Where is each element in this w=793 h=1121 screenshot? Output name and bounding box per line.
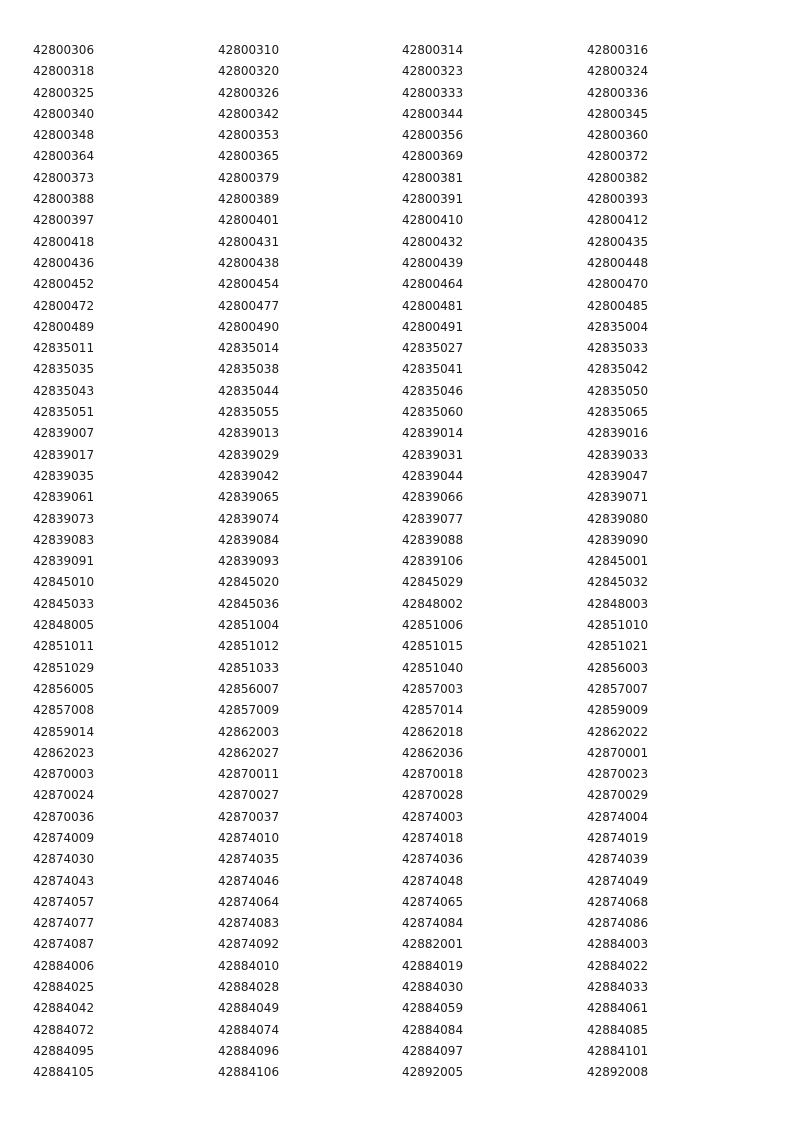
number-cell: 42870029: [587, 788, 649, 803]
table-row: [33, 317, 773, 338]
table-row: [33, 296, 773, 317]
number-cell: 42870018: [402, 767, 464, 782]
number-cell: 42845020: [218, 575, 280, 590]
number-cell: 42835042: [587, 362, 649, 377]
number-cell: 42884072: [33, 1022, 95, 1037]
table-row: [33, 849, 773, 870]
number-cell: 42800439: [402, 255, 464, 270]
number-cell: 42800340: [33, 106, 95, 121]
table-row: [33, 828, 773, 849]
number-cell: 42859014: [33, 724, 95, 739]
number-cell: 42884006: [33, 958, 95, 973]
table-row: [33, 168, 773, 189]
number-cell: 42835043: [33, 383, 95, 398]
number-cell: 42800490: [218, 319, 280, 334]
number-cell: 42862003: [218, 724, 280, 739]
number-cell: 42839106: [402, 554, 464, 569]
number-cell: 42800432: [402, 234, 464, 249]
number-cell: 42800353: [218, 128, 280, 143]
number-cell: 42839031: [402, 447, 464, 462]
number-cell: 42851033: [218, 660, 280, 675]
number-cell: 42874086: [587, 916, 649, 931]
number-cell: 42800314: [402, 43, 464, 57]
number-cell: 42874018: [402, 830, 464, 845]
number-cell: 42874083: [218, 916, 280, 931]
number-cell: 42857009: [218, 703, 280, 718]
number-cell: 42884074: [218, 1022, 280, 1037]
table-row: [33, 551, 773, 572]
number-cell: 42800412: [587, 213, 649, 228]
number-cell: 42874049: [587, 873, 649, 888]
number-cell: 42835050: [587, 383, 649, 398]
number-cell: 42839073: [33, 511, 95, 526]
number-cell: 42874046: [218, 873, 280, 888]
number-grid: [33, 40, 773, 1084]
number-cell: 42884096: [218, 1043, 280, 1058]
number-cell: 42870028: [402, 788, 464, 803]
table-row: [33, 423, 773, 444]
number-cell: 42800306: [33, 43, 95, 57]
number-cell: 42839047: [587, 468, 649, 483]
number-cell: 42859009: [587, 703, 649, 718]
table-row: [33, 807, 773, 828]
number-cell: 42839083: [33, 532, 95, 547]
number-cell: 42857014: [402, 703, 464, 718]
number-cell: 42870011: [218, 767, 280, 782]
number-cell: 42835004: [587, 319, 649, 334]
number-cell: 42800325: [33, 85, 95, 100]
number-cell: 42851012: [218, 639, 280, 654]
number-cell: 42874030: [33, 852, 95, 867]
number-cell: 42839090: [587, 532, 649, 547]
number-cell: 42839091: [33, 554, 95, 569]
number-cell: 42851015: [402, 639, 464, 654]
number-cell: 42845036: [218, 596, 280, 611]
number-cell: 42800348: [33, 128, 95, 143]
number-cell: 42800391: [402, 192, 464, 207]
number-cell: 42800485: [587, 298, 649, 313]
number-cell: 42848003: [587, 596, 649, 611]
table-row: [33, 253, 773, 274]
number-cell: 42800393: [587, 192, 649, 207]
number-cell: 42857003: [402, 681, 464, 696]
table-row: [33, 445, 773, 466]
number-cell: 42884042: [33, 1001, 95, 1016]
number-cell: 42874039: [587, 852, 649, 867]
number-cell: 42835044: [218, 383, 280, 398]
table-row: [33, 381, 773, 402]
number-cell: 42800418: [33, 234, 95, 249]
table-row: [33, 338, 773, 359]
number-cell: 42892005: [402, 1065, 464, 1080]
table-row: [33, 785, 773, 806]
number-cell: 42839013: [218, 426, 280, 441]
table-row: [33, 871, 773, 892]
number-cell: 42851010: [587, 618, 649, 633]
table-row: [33, 743, 773, 764]
table-row: [33, 487, 773, 508]
number-cell: 42884030: [402, 980, 464, 995]
number-cell: 42835041: [402, 362, 464, 377]
number-cell: 42839093: [218, 554, 280, 569]
number-cell: 42884101: [587, 1043, 649, 1058]
number-cell: 42839014: [402, 426, 464, 441]
number-cell: 42874035: [218, 852, 280, 867]
number-cell: 42874010: [218, 830, 280, 845]
table-row: [33, 509, 773, 530]
number-cell: 42851006: [402, 618, 464, 633]
number-cell: 42835046: [402, 383, 464, 398]
number-cell: 42800316: [587, 43, 649, 57]
table-row: [33, 1062, 773, 1083]
table-row: [33, 594, 773, 615]
number-cell: 42800436: [33, 255, 95, 270]
number-cell: 42874064: [218, 894, 280, 909]
number-cell: 42800472: [33, 298, 95, 313]
number-cell: 42884061: [587, 1001, 649, 1016]
number-cell: 42874077: [33, 916, 95, 931]
number-cell: 42870003: [33, 767, 95, 782]
number-cell: 42839035: [33, 468, 95, 483]
table-row: [33, 104, 773, 125]
number-cell: 42839080: [587, 511, 649, 526]
number-cell: 42800470: [587, 277, 649, 292]
number-cell: 42874057: [33, 894, 95, 909]
number-cell: 42839029: [218, 447, 280, 462]
table-row: [33, 359, 773, 380]
number-cell: 42884097: [402, 1043, 464, 1058]
table-row: [33, 402, 773, 423]
table-row: [33, 210, 773, 231]
number-cell: 42874048: [402, 873, 464, 888]
number-cell: 42884049: [218, 1001, 280, 1016]
table-row: [33, 764, 773, 785]
number-cell: 42870037: [218, 809, 280, 824]
number-cell: 42874092: [218, 937, 280, 952]
number-cell: 42874004: [587, 809, 649, 824]
number-cell: 42800481: [402, 298, 464, 313]
number-cell: 42845001: [587, 554, 649, 569]
number-cell: 42800431: [218, 234, 280, 249]
number-cell: 42835033: [587, 341, 649, 356]
number-cell: 42884059: [402, 1001, 464, 1016]
number-cell: 42839007: [33, 426, 95, 441]
number-cell: 42884095: [33, 1043, 95, 1058]
number-cell: 42800369: [402, 149, 464, 164]
number-cell: 42870024: [33, 788, 95, 803]
number-cell: 42845033: [33, 596, 95, 611]
number-cell: 42884085: [587, 1022, 649, 1037]
number-cell: 42800435: [587, 234, 649, 249]
number-cell: 42839071: [587, 490, 649, 505]
number-cell: 42892008: [587, 1065, 649, 1080]
number-cell: 42835065: [587, 405, 649, 420]
number-cell: 42882001: [402, 937, 464, 952]
number-cell: 42884106: [218, 1065, 280, 1080]
number-cell: 42839042: [218, 468, 280, 483]
number-cell: 42800345: [587, 106, 649, 121]
number-cell: 42800454: [218, 277, 280, 292]
number-cell: 42835055: [218, 405, 280, 420]
number-cell: 42870023: [587, 767, 649, 782]
number-cell: 42800342: [218, 106, 280, 121]
number-cell: 42839077: [402, 511, 464, 526]
number-cell: 42800324: [587, 64, 649, 79]
number-cell: 42851011: [33, 639, 95, 654]
table-row: [33, 83, 773, 104]
number-cell: 42884025: [33, 980, 95, 995]
number-cell: 42835014: [218, 341, 280, 356]
number-cell: 42800388: [33, 192, 95, 207]
number-cell: 42874036: [402, 852, 464, 867]
number-cell: 42800491: [402, 319, 464, 334]
number-cell: 42851029: [33, 660, 95, 675]
table-row: [33, 232, 773, 253]
table-row: [33, 934, 773, 955]
number-cell: 42845032: [587, 575, 649, 590]
number-cell: 42862022: [587, 724, 649, 739]
number-cell: 42884010: [218, 958, 280, 973]
number-cell: 42800323: [402, 64, 464, 79]
number-cell: 42884105: [33, 1065, 95, 1080]
number-cell: 42856003: [587, 660, 649, 675]
number-cell: 42800477: [218, 298, 280, 313]
table-row: [33, 530, 773, 551]
number-cell: 42800360: [587, 128, 649, 143]
number-cell: 42835060: [402, 405, 464, 420]
number-cell: 42835051: [33, 405, 95, 420]
number-cell: 42800372: [587, 149, 649, 164]
table-row: [33, 892, 773, 913]
table-row: [33, 40, 773, 61]
number-cell: 42800438: [218, 255, 280, 270]
number-cell: 42800464: [402, 277, 464, 292]
table-row: [33, 146, 773, 167]
number-cell: 42800318: [33, 64, 95, 79]
number-cell: 42874003: [402, 809, 464, 824]
table-row: [33, 274, 773, 295]
table-row: [33, 722, 773, 743]
number-cell: 42884033: [587, 980, 649, 995]
table-row: [33, 572, 773, 593]
number-cell: 42800310: [218, 43, 280, 57]
number-cell: 42800379: [218, 170, 280, 185]
table-row: [33, 466, 773, 487]
number-cell: 42851021: [587, 639, 649, 654]
number-cell: 42800336: [587, 85, 649, 100]
number-cell: 42839061: [33, 490, 95, 505]
number-cell: 42856005: [33, 681, 95, 696]
number-cell: 42874009: [33, 830, 95, 845]
number-cell: 42835027: [402, 341, 464, 356]
table-row: [33, 189, 773, 210]
table-row: [33, 913, 773, 934]
number-cell: 42839088: [402, 532, 464, 547]
number-cell: 42800344: [402, 106, 464, 121]
number-cell: 42845010: [33, 575, 95, 590]
number-cell: 42800401: [218, 213, 280, 228]
number-cell: 42874084: [402, 916, 464, 931]
number-cell: 42857008: [33, 703, 95, 718]
table-row: [33, 956, 773, 977]
number-cell: 42870027: [218, 788, 280, 803]
table-row: [33, 1041, 773, 1062]
number-cell: 42862027: [218, 745, 280, 760]
number-cell: 42800356: [402, 128, 464, 143]
table-row: [33, 636, 773, 657]
table-row: [33, 700, 773, 721]
number-cell: 42835038: [218, 362, 280, 377]
number-cell: 42839065: [218, 490, 280, 505]
number-cell: 42857007: [587, 681, 649, 696]
number-cell: 42839016: [587, 426, 649, 441]
table-row: [33, 658, 773, 679]
number-cell: 42856007: [218, 681, 280, 696]
number-cell: 42800365: [218, 149, 280, 164]
number-cell: 42800410: [402, 213, 464, 228]
number-cell: 42800452: [33, 277, 95, 292]
number-cell: 42835011: [33, 341, 95, 356]
number-cell: 42800397: [33, 213, 95, 228]
number-cell: 42862018: [402, 724, 464, 739]
number-cell: 42800382: [587, 170, 649, 185]
table-row: [33, 977, 773, 998]
table-row: [33, 998, 773, 1019]
number-cell: 42800373: [33, 170, 95, 185]
number-cell: 42884019: [402, 958, 464, 973]
table-row: [33, 61, 773, 82]
number-cell: 42884022: [587, 958, 649, 973]
number-cell: 42874065: [402, 894, 464, 909]
number-cell: 42874087: [33, 937, 95, 952]
number-cell: 42874019: [587, 830, 649, 845]
number-cell: 42851004: [218, 618, 280, 633]
number-cell: 42874068: [587, 894, 649, 909]
number-cell: 42800320: [218, 64, 280, 79]
number-cell: 42839084: [218, 532, 280, 547]
number-cell: 42800326: [218, 85, 280, 100]
number-cell: 42862036: [402, 745, 464, 760]
number-cell: 42800381: [402, 170, 464, 185]
number-cell: 42870001: [587, 745, 649, 760]
number-cell: 42839066: [402, 490, 464, 505]
number-cell: 42800333: [402, 85, 464, 100]
table-row: [33, 1020, 773, 1041]
number-cell: 42839033: [587, 447, 649, 462]
number-cell: 42839074: [218, 511, 280, 526]
number-cell: 42848005: [33, 618, 95, 633]
number-cell: 42848002: [402, 596, 464, 611]
number-cell: 42800448: [587, 255, 649, 270]
number-cell: 42851040: [402, 660, 464, 675]
number-cell: 42884028: [218, 980, 280, 995]
number-cell: 42800489: [33, 319, 95, 334]
number-cell: 42839017: [33, 447, 95, 462]
number-cell: 42800364: [33, 149, 95, 164]
number-cell: 42845029: [402, 575, 464, 590]
number-cell: 42884084: [402, 1022, 464, 1037]
number-cell: 42870036: [33, 809, 95, 824]
table-row: [33, 615, 773, 636]
number-cell: 42884003: [587, 937, 649, 952]
number-cell: 42800389: [218, 192, 280, 207]
table-row: [33, 679, 773, 700]
number-cell: 42874043: [33, 873, 95, 888]
number-cell: 42862023: [33, 745, 95, 760]
number-cell: 42839044: [402, 468, 464, 483]
number-cell: 42835035: [33, 362, 95, 377]
table-row: [33, 125, 773, 146]
